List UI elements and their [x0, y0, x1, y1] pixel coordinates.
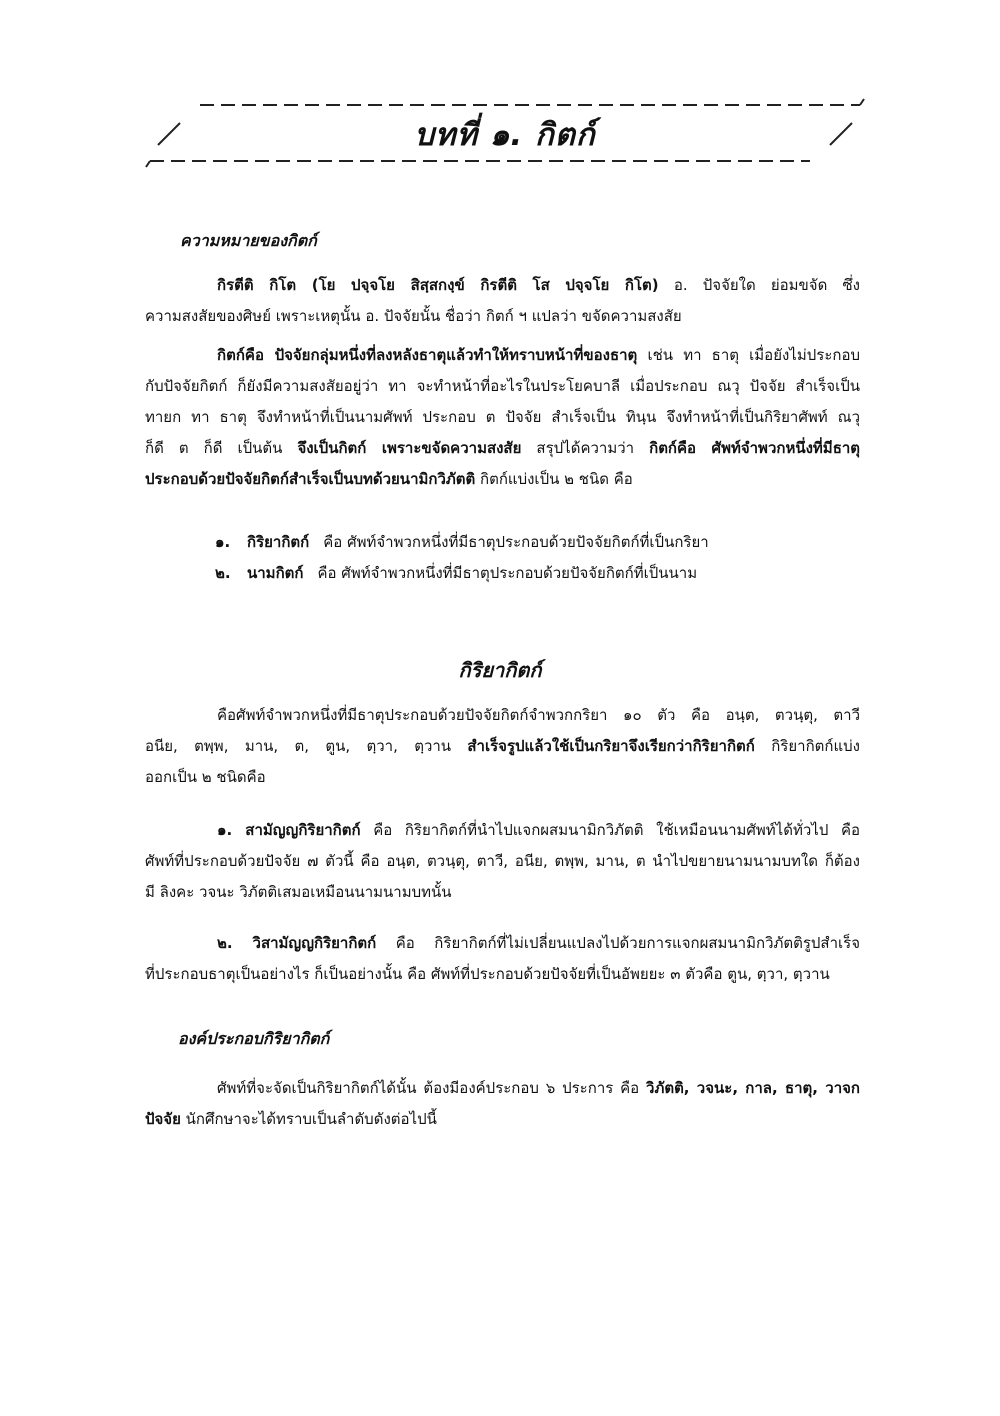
text-span: อ. ปัจจัยใด ย่อมขจัด ซึ่ง — [658, 276, 860, 294]
list-description: คือ ศัพท์จำพวกหนึ่งที่มีธาตุประกอบด้วยปัจจัยกิตก์ที่เป็นนาม — [317, 564, 698, 582]
paragraph-components — [145, 1073, 860, 1135]
bold-text: สามัญญกิริยากิตก์ — [245, 821, 361, 839]
list-term: นามกิตก์ — [247, 564, 304, 582]
text-line — [145, 270, 860, 301]
list-term: กิริยากิตก์ — [247, 533, 310, 551]
bold-text: กิตก์คือ ศัพท์จำพวกหนึ่งที่มีธาตุ — [649, 439, 860, 457]
text-line — [145, 340, 860, 371]
text-line — [145, 815, 860, 846]
text-line: ทายก ทา ธาตุ จึงทำหน้าที่เป็นนามศัพท์ ประกอบ ต ปัจจัย สำเร็จเป็น ทินฺน จึงทำหน้าที่เป็นกิริยาศัพท์ ณวุ — [145, 408, 860, 426]
chapter-title: บทที่ ๑. กิตก์ — [414, 117, 596, 153]
item-number: ๒. — [217, 934, 233, 952]
text-line: กับปัจจัยกิตก์ ก็ยังมีความสงสัยอยู่ว่า ทา จะทำหน้าที่อะไรในประโยคบาลี เมื่อประกอบ ณวุ ปัจจัย สำเร็จเป็น — [145, 377, 860, 395]
bold-text: ประกอบด้วยปัจจัยกิตก์สำเร็จเป็นบทด้วยนามิกวิภัตติ — [145, 470, 476, 488]
item-number: ๑. — [217, 821, 233, 839]
text-line — [145, 1073, 860, 1104]
bold-text: กิตก์คือ ปัจจัยกลุ่มหนึ่งที่ลงหลังธาตุแล้วทำให้ทราบหน้าที่ของธาตุ — [217, 346, 638, 364]
chapter-title-frame — [140, 95, 870, 170]
bold-text: กิรตีติ กิโต (โย ปจฺจโย สิสฺสกงฺข์ กิรตีติ โส ปจฺจโย กิโต) — [217, 276, 659, 294]
text-line: ที่ประกอบธาตุเป็นอย่างไร ก็เป็นอย่างนั้น คือ ศัพท์ที่ประกอบด้วยปัจจัยที่เป็นอัพยยะ ๓ ตัวคือ ตูน, ตฺวา, ตฺวาน — [145, 965, 830, 983]
text-line: ความสงสัยของศิษย์ เพราะเหตุนั้น อ. ปัจจัยนั้น ชื่อว่า กิตก์ ฯ แปลว่า ขจัดความสงสัย — [145, 307, 682, 325]
list-item — [215, 527, 709, 558]
text-span: อนีย, ตพฺพ, มาน, ต, ตูน, ตฺวา, ตฺวาน — [145, 737, 468, 755]
bold-text: วิสามัญญกิริยากิตก์ — [252, 934, 377, 952]
paragraph-samanna-kiriya — [145, 815, 860, 908]
list-number: ๒. — [215, 564, 231, 582]
text-line — [145, 433, 860, 464]
bold-text: สำเร็จรูปแล้วใช้เป็นกริยาจึงเรียกว่ากิริยากิตก์ — [467, 737, 755, 755]
list-item — [215, 558, 697, 589]
text-line: คือศัพท์จำพวกหนึ่งที่มีธาตุประกอบด้วยปัจจัยกิตก์จำพวกกริยา ๑๐ ตัว คือ อนฺต, ตวนฺตุ, ตาวี — [217, 706, 860, 724]
list-description: คือ ศัพท์จำพวกหนึ่งที่มีธาตุประกอบด้วยปัจจัยกิตก์ที่เป็นกริยา — [323, 533, 709, 551]
text-line: มี ลิงคะ วจนะ วิภัตติเสมอเหมือนนามนามบทนั้น — [145, 883, 452, 901]
section-heading-meaning: ความหมายของกิตก์ — [180, 231, 317, 250]
section-heading-kiriya-kitaka: กิริยากิตก์ — [458, 658, 542, 682]
text-line — [145, 928, 860, 959]
text-span: กิตก์แบ่งเป็น ๒ ชนิด คือ — [475, 470, 633, 488]
text-span: ศัพท์ที่จะจัดเป็นกิริยากิตก์ได้นั้น ต้องมีองค์ประกอบ ๖ ประการ คือ — [217, 1079, 647, 1097]
paragraph-kitaka-explanation — [145, 340, 860, 495]
text-span: เช่น ทา ธาตุ เมื่อยังไม่ประกอบ — [637, 346, 860, 364]
text-span: คือ กิริยากิตก์ที่ไม่เปลี่ยนแปลงไปด้วยการแจกผสมนามิกวิภัตติรูปสำเร็จ — [376, 934, 860, 952]
section-heading-components: องค์ประกอบกิริยากิตก์ — [178, 1029, 330, 1048]
paragraph-kiriya-definition — [145, 700, 860, 793]
text-line — [145, 731, 860, 762]
list-number: ๑. — [215, 533, 231, 551]
bold-text: ปัจจัย — [145, 1110, 181, 1128]
paragraph-definition — [145, 270, 860, 332]
text-line: ออกเป็น ๒ ชนิดคือ — [145, 768, 266, 786]
text-line — [145, 1104, 860, 1135]
paragraph-visamanna-kiriya — [145, 928, 860, 990]
bold-text: วิภัตติ, วจนะ, กาล, ธาตุ, วาจก — [646, 1079, 860, 1097]
text-span: คือ กิริยากิตก์ที่นำไปแจกผสมนามิกวิภัตติ ใช้เหมือนนามศัพท์ได้ทั่วไป คือ — [360, 821, 860, 839]
text-span: สรุปได้ความว่า — [521, 439, 650, 457]
text-span: ก็ดี ต ก็ดี เป็นต้น — [145, 439, 298, 457]
text-span: นักศึกษาจะได้ทราบเป็นลำดับดังต่อไปนี้ — [180, 1110, 437, 1128]
text-line: ศัพท์ที่ประกอบด้วยปัจจัย ๗ ตัวนี้ คือ อนฺต, ตวนฺตุ, ตาวี, อนีย, ตพฺพ, มาน, ต นำไปขยายนามนามบทใด ก็ต้อง — [145, 852, 860, 870]
text-span: กิริยากิตก์แบ่ง — [754, 737, 860, 755]
text-line — [145, 464, 860, 495]
bold-text: จึงเป็นกิตก์ เพราะขจัดความสงสัย — [297, 439, 522, 457]
